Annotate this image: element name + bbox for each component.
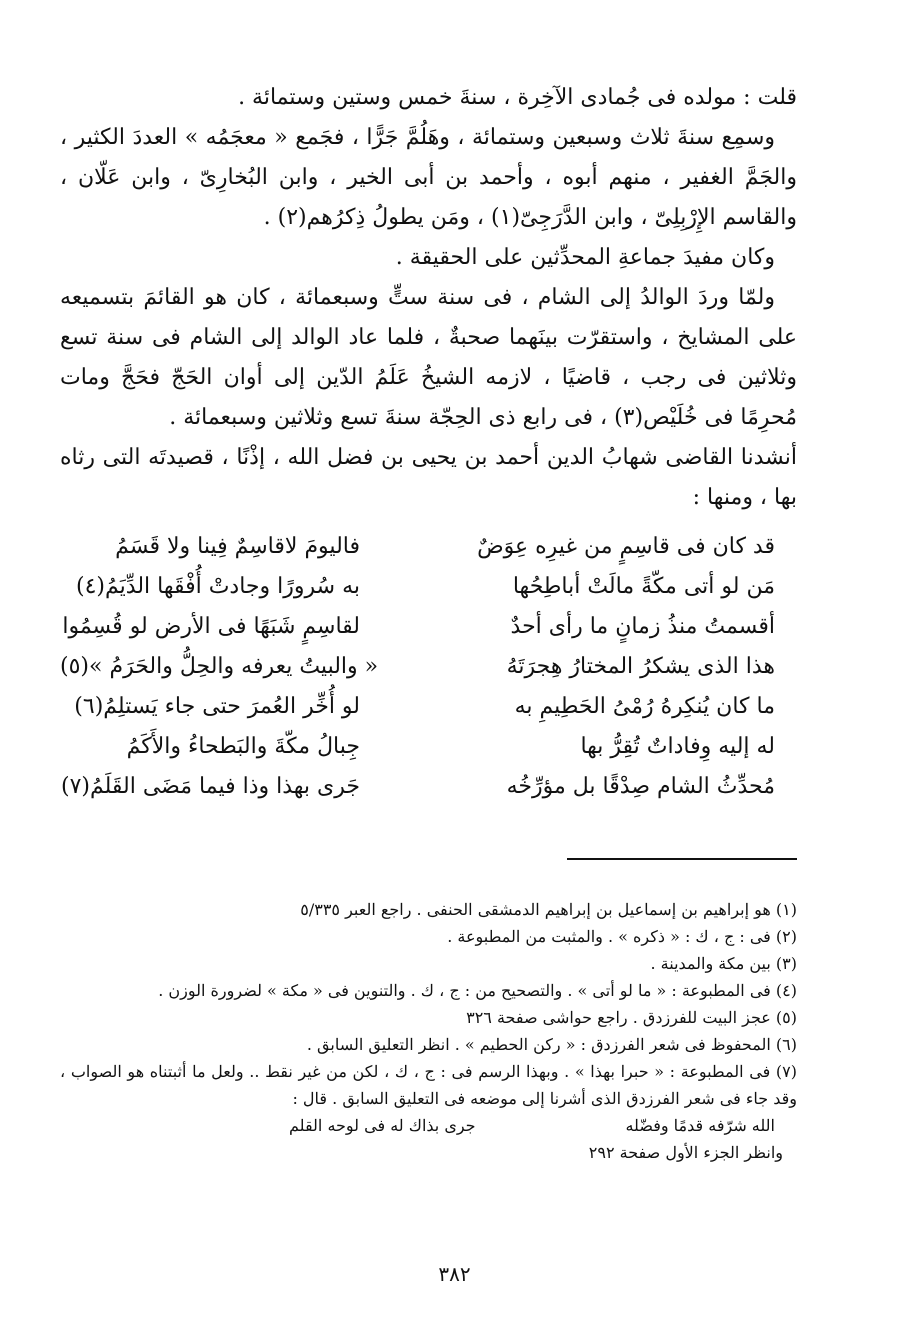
verse-first-hemistich: مَن لو أتى مكّةً مالَتْ أباطِحُها <box>512 573 775 599</box>
footnote-7: (٧) فى المطبوعة : « حبرا بهذا » . وبهذا الرسم فى : ج ، ك ، لكن من غير نقط .. ولعل ما أثبتناه هو الصواب ، وقد جاء فى شعر الفرزدق الذى أشرنا إلى موضعه فى التعليق السابق . قال : <box>60 1062 797 1108</box>
footnote-1: (١) هو إبراهيم بن إسماعيل بن إبراهيم الدمشقى الحنفى . راجع العبر ٥/٣٣٥ <box>300 900 797 919</box>
footnote-separator <box>567 858 797 860</box>
verse-line <box>60 566 797 606</box>
verse-line <box>60 726 797 766</box>
verse-second-hemistich: « والبيتُ يعرفه والحِلُّ والحَرَمُ »(٥) <box>60 653 379 679</box>
paragraph-birth: قلت : مولده فى جُمادى الآخِرة ، سنةَ خمس وستين وستمائة . <box>238 85 797 110</box>
verse-line <box>60 606 797 646</box>
footnote-6: (٦) المحفوظ فى شعر الفرزدق : « ركن الحطيم » . انظر التعليق السابق . <box>306 1035 797 1054</box>
footnotes <box>60 896 797 1166</box>
verse-first-hemistich: مُحدِّثُ الشام صِدْقًا بل مؤرِّخُه <box>506 773 775 799</box>
footnote-see-also: وانظر الجزء الأول صفحة ٢٩٢ <box>588 1143 783 1162</box>
paragraph-elegy-intro: أنشدنا القاضى شهابُ الدين أحمد بن يحيى بن فضل الله ، إذْنًا ، قصيدتَه التى رثاه بها ، ومنها : <box>60 445 797 510</box>
main-text <box>60 78 797 518</box>
verse-first-hemistich: أقسمتُ منذُ زمانٍ ما رأى أحدٌ <box>510 613 775 639</box>
verse-first-hemistich: له إليه وِفاداتٌ تُقِرُّ بها <box>580 733 775 759</box>
paragraph-hearing: وسمِع سنةَ ثلاث وسبعين وستمائة ، وهَلُمَّ جَرًّا ، فجَمع « معجَمُه » العددَ الكثير ، والجَمَّ الغفير ، منهم أبوه ، وأحمد بن أبى الخير ، وابن البُخارِىّ ، وابن عَلّان ، والقاسم الإِرْبِلِىّ ، وابن الدَّرَجِىّ(١) ، ومَن يطولُ ذِكرُهم(٢) . <box>60 125 797 230</box>
paragraph-father: ولمّا وردَ الوالدُ إلى الشام ، فى سنة ستٍّ وسبعمائة ، كان هو القائمَ بتسميعه على المشايخ ، واستقرّت بينَهما صحبةٌ ، فلما عاد الوالد إلى الشام فى سنة تسع وثلاثين فى رجب ، قاضيًا ، لازمه الشيخُ عَلَمُ الدّين إلى أوان الحَجّ فحَجَّ ومات مُحرِمًا فى خُلَيْص(٣) ، فى رابع ذى الحِجّة سنةَ تسع وثلاثين وسبعمائة . <box>60 285 797 430</box>
footnote-verse-first-hemistich: الله شرّفه قدمًا وفضّله <box>625 1116 775 1135</box>
poem <box>60 526 797 806</box>
footnote-2: (٢) فى : ج ، ك : « ذكره » . والمثبت من المطبوعة . <box>447 927 797 946</box>
verse-second-hemistich: جَرى بهذا وذا فيما مَضَى القَلَمُ(٧) <box>60 773 360 799</box>
verse-line <box>60 686 797 726</box>
footnote-4: (٤) فى المطبوعة : « ما لو أتى » . والتصحيح من : ج ، ك . والتنوين فى « مكة » لضرورة الوزن . <box>158 981 797 1000</box>
verse-second-hemistich: لقاسِمٍ شَبَهًا فى الأرض لو قُسِمُوا <box>62 613 360 639</box>
verse-first-hemistich: هذا الذى يشكرُ المختارُ هِجرَتَهُ <box>506 653 775 679</box>
footnote-3: (٣) بين مكة والمدينة . <box>650 954 797 973</box>
verse-second-hemistich: به سُرورًا وجادتْ أُفْقَها الدِّيَمُ(٤) <box>76 573 360 599</box>
footnote-5: (٥) عجز البيت للفرزدق . راجع حواشى صفحة ٣٢٦ <box>466 1008 797 1027</box>
verse-first-hemistich: قد كان فى قاسِمٍ من غيرِه عِوَضٌ <box>477 533 775 559</box>
verse-line <box>60 766 797 806</box>
page-number: ٣٨٢ <box>438 1262 471 1286</box>
paragraph-mufid: وكان مفيدَ جماعةِ المحدِّثين على الحقيقة . <box>395 245 775 270</box>
verse-first-hemistich: ما كان يُنكِرهُ رُمْىُ الحَطِيمِ به <box>514 693 775 719</box>
verse-second-hemistich: جِبالُ مكّةَ والبَطحاءُ والأَكَمُ <box>126 733 360 759</box>
verse-line <box>60 646 797 686</box>
verse-second-hemistich: فاليومَ لاقاسِمٌ فِينا ولا قَسَمُ <box>115 533 360 559</box>
footnote-verse <box>289 1112 797 1139</box>
verse-line <box>60 526 797 566</box>
footnote-verse-second-hemistich: جرى بذاك له فى لوحه القلم <box>289 1116 476 1135</box>
verse-second-hemistich: لو أُخِّر العُمرَ حتى جاء يَستلِمُ(٦) <box>74 693 360 719</box>
